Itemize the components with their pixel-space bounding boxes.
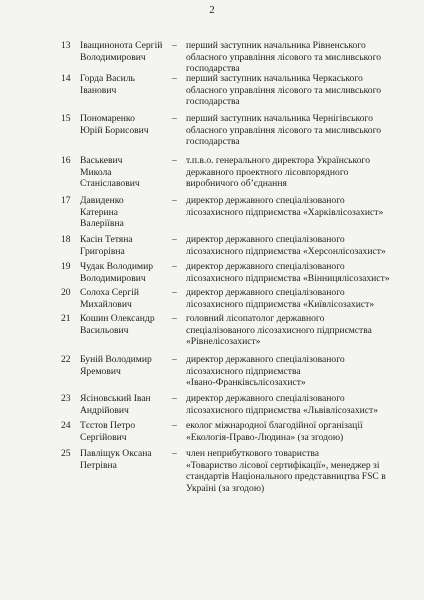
entry-dash: – [172,393,177,404]
member-role-line: обласного управління лісового та мисливського [186,84,382,96]
member-name-line: Андрійович [80,404,129,416]
member-role [186,113,418,148]
member-role-line: Україні (за згодою) [186,482,265,494]
entry-dash: – [172,234,177,245]
entry-dash: – [172,261,177,272]
member-role [186,155,418,190]
member-name-line: Микола [80,166,112,178]
member-role-line: лісозахисного підприємства «Херсонлісозахист» [186,245,386,257]
member-role-line: директор державного спеціалізованого [186,354,345,365]
member-role-line: господарства [186,96,240,108]
member-role [186,234,418,257]
entry-dash: – [172,40,177,51]
member-name-line: Сергійович [80,431,127,443]
member-name-line: Іващинонота Сергій [80,40,163,51]
entry-dash: – [172,287,177,298]
member-role-line: лісозахисного підприємства «Київлісозахист» [186,298,375,310]
entry-number: 25 [61,448,71,459]
member-name-line: Петрівна [80,459,117,471]
member-role-line: «Івано-Франківсьлісозахист» [186,377,306,389]
member-role-line: лісозахисного підприємства «Вінницялісозахист» [186,272,390,284]
member-name-line: Касін Тетяна [80,234,133,245]
member-role-line: «Екологія-Право-Людина» (за згодою) [186,431,344,443]
member-role-line: господарства [186,63,240,75]
entry-number: 19 [61,261,71,272]
member-role [186,195,418,218]
member-role-line: перший заступник начальника Черкаського [186,73,363,84]
member-name-line: Тєстов Петро [80,420,136,431]
member-name [80,448,172,471]
member-role-line: державного проектного лісовпорядного [186,166,349,178]
member-name [80,234,172,257]
member-role [186,261,418,284]
entry-number: 13 [61,40,71,51]
member-role [186,40,418,75]
member-name-line: Катерина [80,206,119,218]
member-name [80,393,172,416]
member-name-line: Павліщук Оксана [80,448,152,459]
member-name [80,113,172,136]
member-name [80,155,172,190]
member-name [80,354,172,377]
member-role-line: перший заступник начальника Рівненського [186,40,366,51]
member-name-line: Васькевич [80,155,123,166]
member-role-line: еколог міжнародної благодійної організації [186,420,363,431]
member-role-line: виробничого об’єднання [186,178,287,190]
member-name-line: Чудак Володимир [80,261,154,272]
entry-dash: – [172,420,177,431]
member-name [80,195,172,230]
entry-number: 21 [61,313,71,324]
member-role [186,393,418,416]
member-name-line: Юрій Борисович [80,124,149,136]
member-role-line: т.п.в.о. генерального директора Українського [186,155,370,166]
member-name-line: Васильович [80,324,129,336]
member-name [80,287,172,310]
entry-number: 18 [61,234,71,245]
member-name-line: Яремович [80,365,121,377]
member-role [186,448,418,494]
member-role-line: директор державного спеціалізованого [186,287,345,298]
member-name-line: Давиденко [80,195,124,206]
member-role-line: «Рівнелісозахист» [186,336,261,348]
entry-dash: – [172,155,177,166]
page-number: 2 [209,4,215,16]
member-role [186,420,418,443]
entry-dash: – [172,113,177,124]
member-name-line: Григорівна [80,245,125,257]
entry-dash: – [172,448,177,459]
member-name-line: Ясіновський Іван [80,393,151,404]
entry-number: 22 [61,354,71,365]
member-role-line: головний лісопатолог державного [186,313,325,324]
member-name-line: Володимирович [80,51,146,63]
member-role-line: лісозахисного підприємства [186,365,301,377]
member-role-line: обласного управління лісового та мисливського [186,124,382,136]
entry-number: 14 [61,73,71,84]
entry-dash: – [172,354,177,365]
member-name-line: Іванович [80,84,117,96]
member-role-line: спеціалізованого лісозахисного підприємства [186,324,372,336]
member-name-line: Пономаренко [80,113,135,124]
member-role-line: обласного управління лісового та мисливського [186,51,382,63]
member-role-line: директор державного спеціалізованого [186,195,345,206]
member-role-line: лісозахисного підприємства «Львівлісозахист» [186,404,379,416]
entry-number: 17 [61,195,71,206]
member-role-line: директор державного спеціалізованого [186,234,345,245]
member-role [186,354,418,389]
member-role-line: стандартів Національного представництва FSC в [186,471,386,483]
entry-number: 15 [61,113,71,124]
member-name [80,73,172,96]
member-name-line: Михайлович [80,298,132,310]
member-role-line: член неприбуткового товариства [186,448,320,459]
member-name-line: Валеріївна [80,218,124,230]
member-name-line: Солоха Сергій [80,287,140,298]
member-role [186,313,418,348]
member-name-line: Буній Володимир [80,354,152,365]
entry-number: 16 [61,155,71,166]
member-name [80,40,172,63]
member-name-line: Станіславович [80,178,140,190]
entry-dash: – [172,313,177,324]
member-role-line: директор державного спеціалізованого [186,393,345,404]
member-name [80,313,172,336]
member-role-line: господарства [186,136,240,148]
member-name [80,420,172,443]
member-role-line: «Товариство лісової сертифікації», менеджер зі [186,459,380,471]
entry-number: 24 [61,420,71,431]
member-name [80,261,172,284]
member-name-line: Володимирович [80,272,146,284]
member-role-line: директор державного спеціалізованого [186,261,345,272]
entry-number: 20 [61,287,71,298]
member-role [186,287,418,310]
entry-dash: – [172,73,177,84]
entry-number: 23 [61,393,71,404]
member-role-line: перший заступник начальника Чернігівського [186,113,373,124]
member-role [186,73,418,108]
member-name-line: Кошин Олександр [80,313,155,324]
entry-dash: – [172,195,177,206]
member-role-line: лісозахисного підприємства «Харківлісозахист» [186,206,384,218]
member-name-line: Горда Василь [80,73,135,84]
